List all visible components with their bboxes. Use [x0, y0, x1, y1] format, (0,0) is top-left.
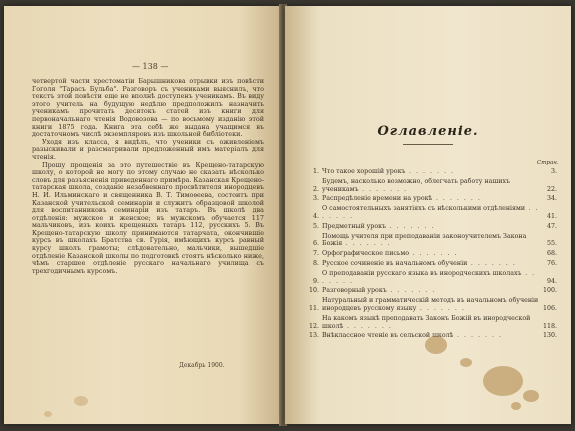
- toc-entry-title-wrap: [322, 223, 541, 231]
- toc-entry-number: 6.: [312, 240, 319, 248]
- right-page: [285, 6, 571, 424]
- toc-entry: [307, 178, 557, 194]
- date-line: Декабрь 1900.: [179, 362, 225, 369]
- toc-entry-title: Внѣклассное чтеніе въ сельской школѣ: [322, 332, 454, 340]
- toc-entry: [307, 297, 557, 313]
- toc-entry-title-wrap: [322, 250, 541, 258]
- leader-dots: . . . . . . .: [416, 304, 466, 312]
- toc-entry: [307, 168, 557, 176]
- toc-entry-title: О самостоятельныхъ занятіяхъ съ нѣсколькими отдѣленіями: [322, 205, 526, 213]
- toc-entry-number: 5.: [312, 222, 319, 230]
- toc-entry: [307, 315, 557, 331]
- toc-entry-number: 4.: [312, 212, 319, 220]
- toc-entry-title: О преподаваніи русскаго языка въ инородческихъ школахъ: [322, 269, 522, 277]
- toc-entry-title-wrap: [322, 195, 541, 203]
- page-column-label: Стран.: [537, 160, 559, 166]
- toc-entry-title-wrap: [322, 297, 541, 313]
- toc-entry-page: 100.: [542, 287, 557, 295]
- toc-entry-number: 1.: [312, 168, 319, 175]
- toc-entry-page: 106.: [542, 304, 557, 312]
- toc-entry-number: 12.: [308, 322, 319, 330]
- stain: [523, 390, 539, 402]
- stain: [74, 396, 88, 406]
- toc-entry-page: 3.: [550, 168, 557, 175]
- toc-entry-title-wrap: [322, 233, 541, 249]
- toc-entry: [307, 195, 557, 203]
- page-number: — 138 —: [132, 62, 169, 71]
- toc-entry-page: 68.: [546, 250, 557, 258]
- toc-entry-number: 3.: [312, 195, 319, 203]
- toc-entry-title: Предметный урокъ: [322, 222, 387, 230]
- paragraph: четвертой части хрестоматіи Барышникова отрывки изъ повѣсти Гоголя "Тарасъ Бульба". Разговоръ съ учениками выяснилъ, что текстъ этой повѣсти еще не вполнѣ доступенъ ученикамъ. Въ виду этого учитель на будущую недѣлю предположилъ назначить ученикамъ прочитать десятокъ статей изъ книги для первоначальнаго чтенія Водовозова — по восьмому изданію этой книги 1875 года. Книга эта себѣ же выдана учащимся въ достаточномъ числѣ экземпляровъ изъ школьной библіотеки.: [32, 77, 264, 139]
- toc-entry-number: 8.: [312, 259, 319, 267]
- toc-entry: [307, 223, 557, 231]
- leader-dots: . . . . . . .: [453, 332, 503, 340]
- toc-entry-page: 22.: [546, 185, 557, 193]
- toc-entry-page: 130.: [542, 332, 557, 340]
- toc-entry-page: 94.: [546, 277, 557, 285]
- body-text: [32, 78, 264, 275]
- table-of-contents: [307, 168, 557, 342]
- toc-entry-title: Будемъ, насколько возможно, облегчать работу нашихъ ученикамъ: [322, 177, 511, 193]
- toc-entry-title-wrap: [322, 205, 541, 221]
- toc-title: Оглавленіе.: [377, 124, 479, 139]
- toc-entry-title-wrap: [322, 260, 541, 268]
- toc-entry-title: Орфографическое письмо: [322, 250, 410, 258]
- stain: [483, 366, 523, 396]
- paragraph: Уходя изъ класса, я видѣлъ, что ученики съ оживленіемъ разыскивали и разсматривали предложенный имъ матеріалъ для чтенія.: [32, 137, 264, 161]
- toc-entry-page: 118.: [542, 322, 557, 330]
- leader-dots: . . . . . . .: [409, 250, 459, 258]
- toc-entry-title: На какомъ языкѣ преподавать Законъ Божій въ инородческой школѣ: [322, 314, 531, 330]
- toc-entry: [307, 233, 557, 249]
- toc-entry-number: 2.: [312, 185, 319, 193]
- toc-entry-title: Разговорный урокъ: [322, 287, 387, 295]
- leader-dots: . . . . . . .: [322, 205, 540, 220]
- toc-entry-title: Натуральный и грамматическій методъ въ начальномъ обученіи инородцевъ русскому языку: [322, 297, 539, 312]
- toc-entry-title: Русское сочиненіе въ начальномъ обученіи: [322, 259, 468, 267]
- toc-entry-title: Что такое хорошій урокъ: [322, 168, 406, 175]
- toc-entry-title-wrap: [322, 178, 541, 194]
- stain: [44, 411, 52, 417]
- title-rule: [403, 144, 453, 145]
- toc-entry-title-wrap: [322, 270, 541, 286]
- leader-dots: . . . . . . .: [386, 287, 436, 295]
- paragraph: Прошу прощенія за это путешествіе въ Крещено-татарскую школу, о которой не могу по этому случаю не сказать нѣсколько словъ для разъясненія приведеннаго примѣра. Казанская Крещено-татарская школа, созданіе незабвеннаго просвѣтителя инородцевъ Н. И. Ильминскаго и священника В. Т. Тимоѳеева, состоитъ при Казанской учительской семинаріи и служитъ образцовой школой для воспитанниковъ семинаріи изъ татаръ. Въ школѣ два отдѣленія: мужское и женское; въ мужскомъ обучается 117 мальчиковъ, изъ коихъ крещеныхъ татаръ 112, русскихъ 5. Въ Крещено-татарскую школу принимаются татарчата, окончившіе курсъ въ школахъ Братства св. Гурія, имѣющихъ курсъ равный курсу школъ грамоты; слѣдовательно, мальчики, вышедшіе отдѣленіе Казанской школы по подготовкѣ стоятъ нѣсколько ниже, чѣмъ старшее отдѣленіе русскаго начальнаго училища съ трехгодичнымъ курсомъ.: [32, 160, 264, 275]
- toc-entry-number: 10.: [308, 287, 319, 295]
- toc-entry-title-wrap: [322, 168, 541, 176]
- stain: [511, 402, 521, 410]
- stain: [460, 358, 472, 367]
- leader-dots: . . . . . . .: [386, 222, 436, 230]
- toc-entry-page: 76.: [546, 259, 557, 267]
- toc-entry-number: 9.: [312, 277, 319, 285]
- toc-entry-title: Помощь учителя при преподаваніи законоучителемъ Закона Божія: [322, 232, 527, 248]
- leader-dots: . . . . . . .: [358, 185, 408, 193]
- leader-dots: . . . . . . .: [467, 259, 517, 267]
- toc-entry-title: Распредѣленіе времени на урокѣ: [322, 195, 433, 203]
- leader-dots: . . . . . . .: [342, 240, 392, 248]
- toc-entry-page: 47.: [546, 222, 557, 230]
- leader-dots: . . . . . . .: [343, 322, 393, 330]
- left-page: [4, 6, 281, 424]
- toc-entry: [307, 270, 557, 286]
- toc-entry-page: 41.: [546, 212, 557, 220]
- leader-dots: . . . . . . .: [322, 269, 536, 285]
- toc-entry: [307, 260, 557, 268]
- toc-entry: [307, 250, 557, 258]
- toc-entry-number: 7.: [312, 250, 319, 258]
- toc-entry-title-wrap: [322, 315, 541, 331]
- toc-entry-title-wrap: [322, 287, 541, 295]
- leader-dots: . . . . . . .: [405, 168, 455, 175]
- toc-entry-number: 13.: [308, 332, 319, 340]
- toc-entry-page: 55.: [546, 240, 557, 248]
- toc-entry-page: 34.: [546, 195, 557, 203]
- leader-dots: . . . . . . .: [432, 195, 482, 203]
- toc-entry-number: 11.: [308, 304, 319, 312]
- toc-entry: [307, 205, 557, 221]
- toc-entry: [307, 287, 557, 295]
- stain: [425, 336, 447, 354]
